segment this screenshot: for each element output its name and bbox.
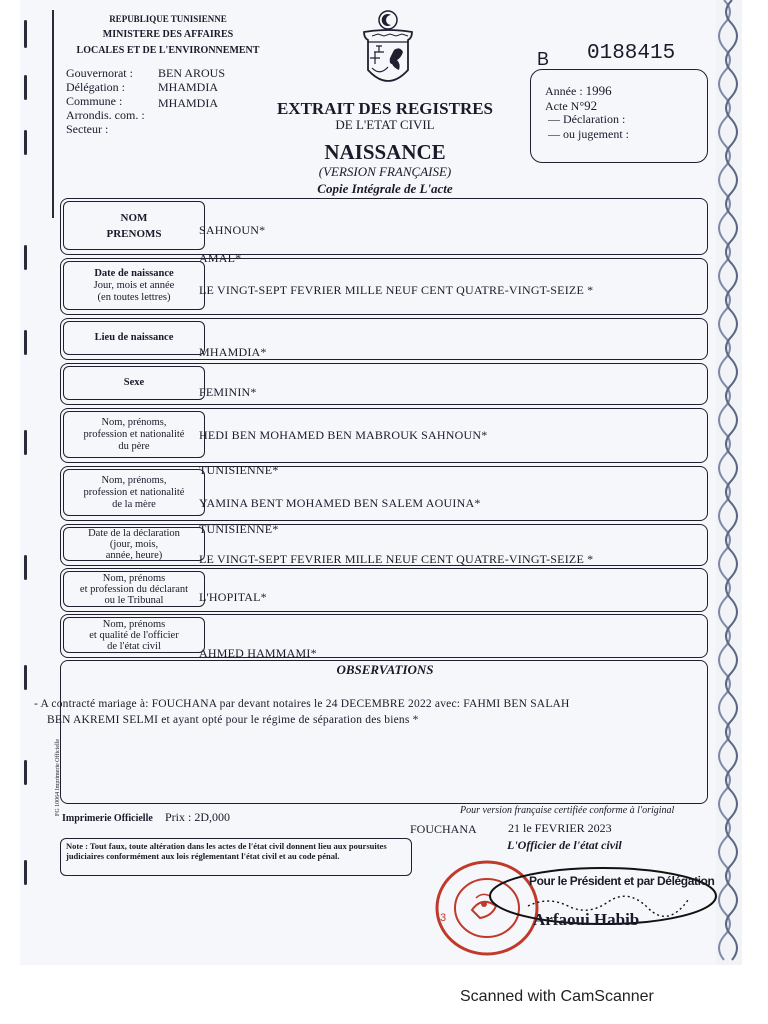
title-full-copy: Copie Intégrale de L'acte [317, 181, 453, 196]
commune-label: Commune : [66, 94, 123, 108]
year-label: Année : 1996 [545, 83, 612, 98]
commune-value: MHAMDIA [158, 96, 218, 110]
value-surname: SAHNOUN* [199, 223, 266, 237]
legal-note: Note : Tout faux, toute altération dans les actes de l'état civil donnent lieu aux poursuites judiciaires conformément aux lois réglementant l'état civil et au code pénal. [66, 841, 387, 861]
ministry-line-2: LOCALES ET DE L'ENVIRONNEMENT [76, 45, 260, 56]
title-birth: NAISSANCE [324, 140, 446, 164]
declaration-label: — Déclaration : [548, 112, 626, 126]
label-mother: Nom, prénoms, profession et nationalité de la mère [63, 469, 205, 516]
value-birth-place: MHAMDIA* [199, 345, 267, 359]
value-officer: AHMED HAMMAMI* [199, 646, 317, 660]
value-father-name: HEDI BEN MOHAMED BEN MABROUK SAHNOUN* [199, 428, 488, 442]
coat-of-arms-icon [358, 8, 418, 94]
label-officer: Nom, prénoms et qualité de l'officier de l'état civil [63, 617, 205, 653]
act-label: Acte N°92 [545, 98, 598, 113]
certified-label: Pour version française certifiée conforme à l'original [460, 805, 675, 816]
observations-line-1: - A contracté mariage à: FOUCHANA par devant notaires le 24 DECEMBRE 2022 avec: FAHMI BEN SALAH [34, 698, 570, 710]
label-sex: Sexe [63, 366, 205, 400]
arrondissement-label: Arrondis. com. : [66, 108, 145, 122]
republic-label: REPUBLIQUE TUNISIENNE [109, 14, 227, 24]
label-birth-date: Date de naissance Jour, mois et année (en toutes lettres) [63, 261, 205, 310]
governorate-value: BEN AROUS [158, 66, 226, 80]
title-extract: EXTRAIT DES REGISTRES [276, 99, 494, 118]
label-father: Nom, prénoms, profession et nationalité du père [63, 411, 205, 458]
serial-number: 0188415 [587, 42, 676, 65]
label-declarant: Nom, prénoms et profession du déclarant ou le Tribunal [63, 571, 205, 607]
value-declarant: L'HOPITAL* [199, 590, 267, 604]
delegation-label: Délégation : [66, 80, 125, 94]
value-declaration-date: LE VINGT-SEPT FEVRIER MILLE NEUF CENT QUATRE-VINGT-SEIZE * [199, 552, 594, 566]
observations-line-2: BEN AKREMI SELMI et ayant opté pour le régime de séparation des biens * [47, 714, 419, 726]
header-left-rule [52, 10, 54, 218]
governorate-label: Gouvernorat : [66, 66, 133, 80]
label-declaration-date: Date de la déclaration (jour, mois, année, heure) [63, 527, 205, 561]
act-value: 92 [584, 98, 598, 113]
title-civil-status: DE L'ETAT CIVIL [335, 117, 435, 132]
price-label: Prix : 2D,000 [165, 810, 231, 824]
label-birth-place: Lieu de naissance [63, 321, 205, 355]
title-french-version: (VERSION FRANÇAISE) [318, 164, 452, 179]
value-sex: FEMININ* [199, 385, 257, 399]
judgement-label: — ou jugement : [548, 127, 629, 141]
value-birth-date: LE VINGT-SEPT FEVRIER MILLE NEUF CENT QUATRE-VINGT-SEIZE * [199, 283, 594, 297]
year-value: 1996 [585, 83, 612, 98]
value-mother-nationality: TUNISIENNE* [199, 522, 279, 536]
stamp-number: 3 [440, 912, 447, 924]
ministry-line-1: MINISTERE DES AFFAIRES [102, 29, 234, 40]
security-wave-border [716, 0, 742, 965]
signature-delegation: Pour le Président et par Délégation [529, 874, 715, 888]
printer-label: Imprimerie Officielle [62, 813, 153, 824]
signature-name: Arfaoui Habib [533, 910, 640, 929]
value-father-nationality: TUNISIENNE* [199, 463, 279, 477]
issue-place: FOUCHANA [410, 822, 477, 836]
delegation-value: MHAMDIA [158, 80, 218, 94]
value-mother-name: YAMINA BENT MOHAMED BEN SALEM AOUINA* [199, 496, 481, 510]
sector-label: Secteur : [66, 122, 109, 136]
printer-side-code: FG 10064 Imprimerie Officielle [55, 738, 61, 816]
scanner-watermark: Scanned with CamScanner [460, 988, 654, 1005]
serial-prefix: B [537, 49, 550, 69]
observations-frame [60, 660, 708, 804]
officer-signature-title: L'Officier de l'état civil [507, 838, 622, 852]
label-name: NOM PRENOMS [63, 201, 205, 250]
binder-marks [20, 0, 32, 965]
issue-date: 21 le FEVRIER 2023 [508, 821, 612, 835]
observations-title: OBSERVATIONS [336, 662, 434, 677]
value-first-name: AMAL* [199, 251, 242, 265]
